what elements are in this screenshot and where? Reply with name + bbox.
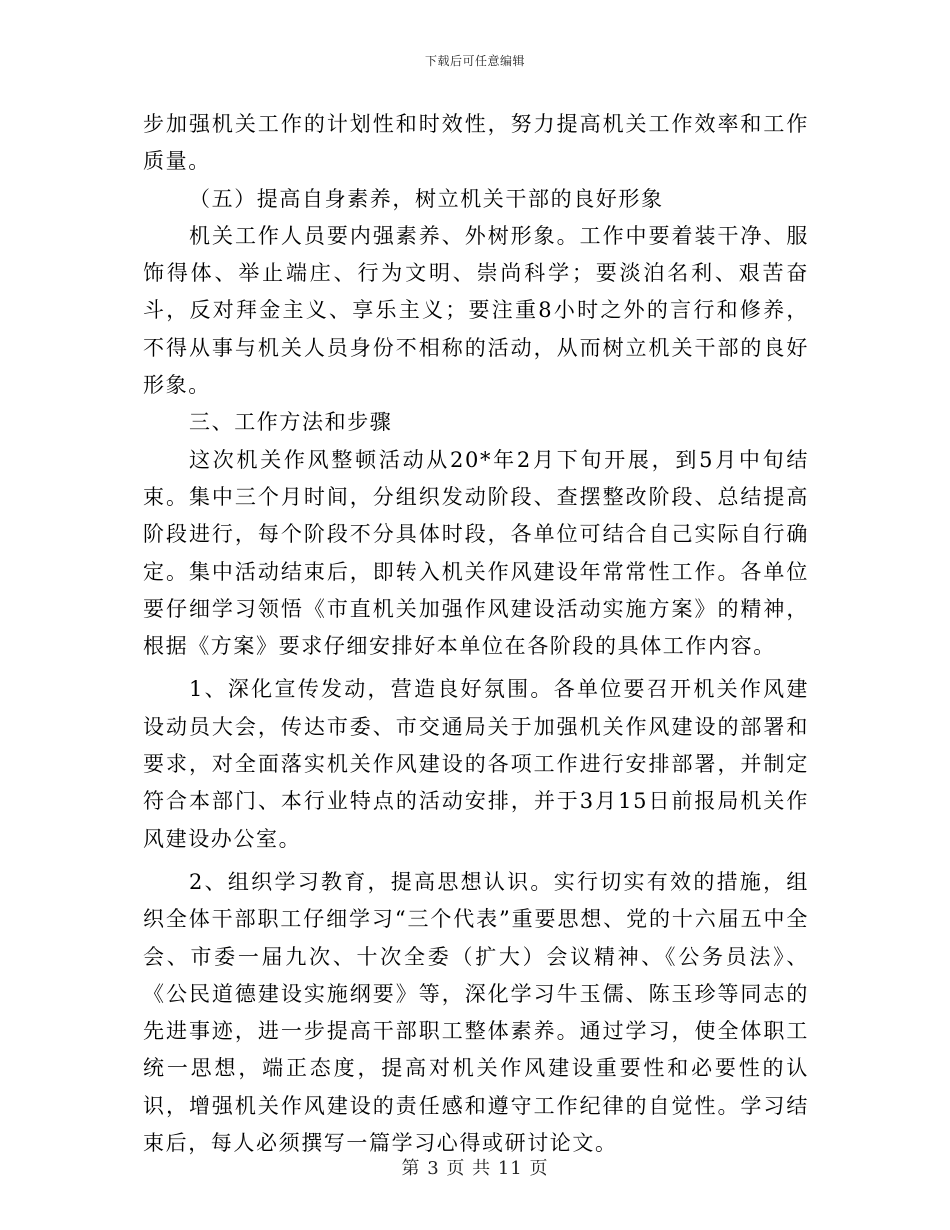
page-footer xyxy=(0,1154,950,1180)
section-heading-methods: 三、工作方法和步骤 xyxy=(189,410,393,435)
page-header: 下载后可任意编辑 xyxy=(424,54,525,68)
paragraph-step-two: 2、组织学习教育，提高思想认识。实行切实有效的措施，组织全体干部职工仔细学习“三个代表”重要思想、党的十六届五中全会、市委一届九次、十次全委（扩大）会议精神、《公务员法》、《公民道德建设实施纲要》等，深化学习牛玉儒、陈玉珍等同志的先进事迹，进一步提高干部职工整体素养。通过学习，使全体职工统一思想，端正态度，提高对机关作风建设重要性和必要性的认识，增强机关作风建设的责任感和遵守工作纪律的自觉性。学习结束后，每人必须撰写一篇学习心得或研讨论文。 xyxy=(143,869,809,1156)
paragraph-timeline: 这次机关作风整顿活动从20*年2月下旬开展，到5月中旬结束。集中三个月时间，分组织发动阶段、查摆整改阶段、总结提高阶段进行，每个阶段不分具体时段，各单位可结合自己实际自行确定。集中活动结束后，即转入机关作风建设年常常性工作。各单位要仔细学习领悟《市直机关加强作风建设活动实施方案》的精神，根据《方案》要求仔细安排好本单位在各阶段的具体工作内容。 xyxy=(143,447,809,659)
section-heading-five: （五）提高自身素养，树立机关干部的良好形象 xyxy=(189,186,664,211)
paragraph-image-building: 机关工作人员要内强素养、外树形象。工作中要着装干净、服饰得体、举止端庄、行为文明、崇尚科学；要淡泊名利、艰苦奋斗，反对拜金主义、享乐主义；要注重8小时之外的言行和修养，不得从事与机关人员身份不相称的活动，从而树立机关干部的良好形象。 xyxy=(143,223,809,398)
paragraph-step-one: 1、深化宣传发动，营造良好氛围。各单位要召开机关作风建设动员大会，传达市委、市交通局关于加强机关作风建设的部署和要求，对全面落实机关作风建设的各项工作进行安排部署，并制定符合本部门、本行业特点的活动安排，并于3月15日前报局机关作风建设办公室。 xyxy=(143,677,809,851)
paragraph-continuation: 步加强机关工作的计划性和时效性，努力提高机关工作效率和工作质量。 xyxy=(143,112,809,174)
page-number: 第 3 页 共 11 页 xyxy=(401,1158,549,1179)
document-body xyxy=(143,106,809,1162)
